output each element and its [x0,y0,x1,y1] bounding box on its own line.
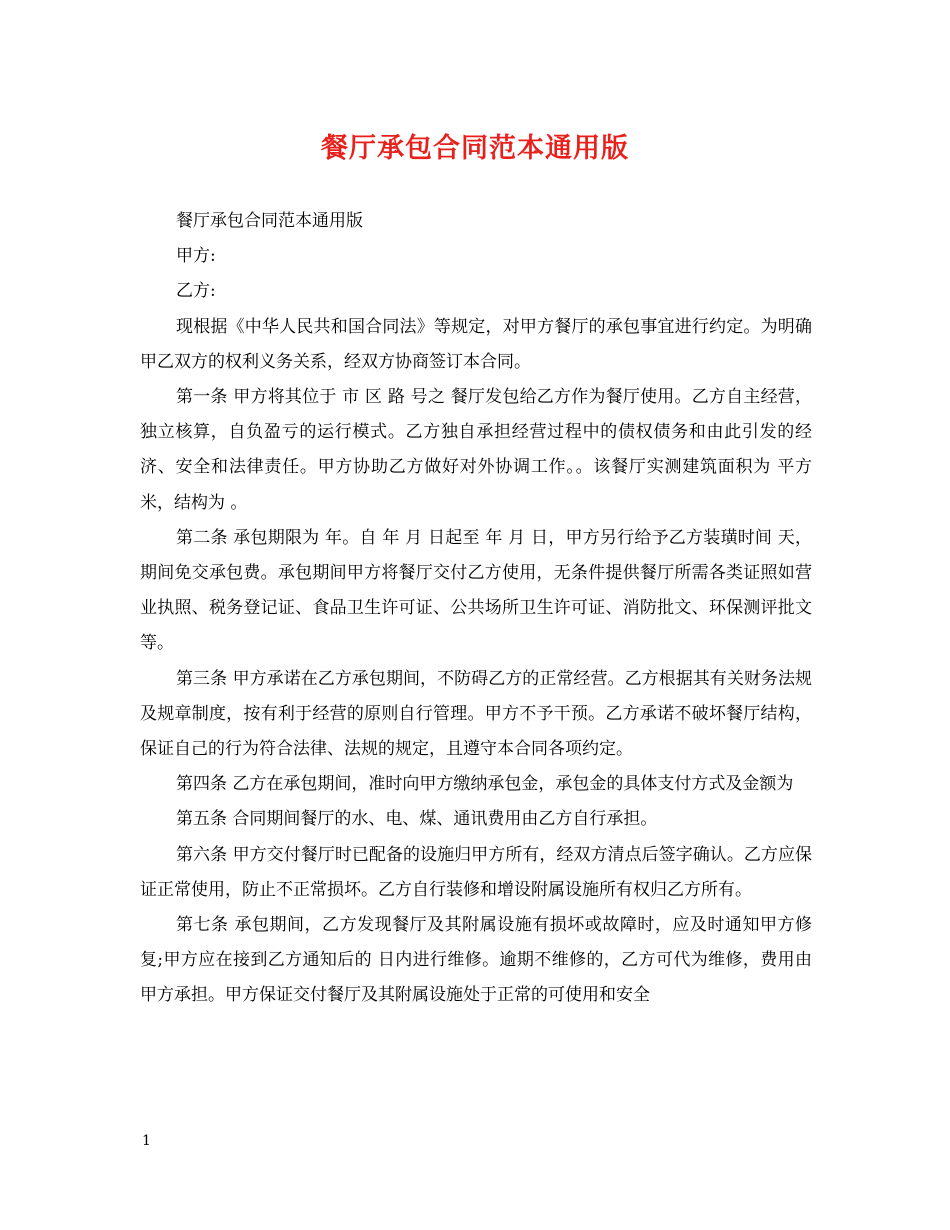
document-body [140,204,812,1014]
paragraph-article-1: 第一条 甲方将其位于 市 区 路 号之 餐厅发包给乙方作为餐厅使用。乙方自主经营，独立核算，自负盈亏的运行模式。乙方独自承担经营过程中的债权债务和由此引发的经济、安全和法律责任。甲方协助乙方做好对外协调工作。。该餐厅实测建筑面积为 平方米，结构为 。 [140,387,812,513]
page-number: 1 [142,1133,151,1149]
paragraph-article-4: 第四条 乙方在承包期间，准时向甲方缴纳承包金，承包金的具体支付方式及金额为 [176,774,794,795]
paragraph-article-6: 第六条 甲方交付餐厅时已配备的设施归甲方所有，经双方清点后签字确认。乙方应保证正常使用，防止不正常损坏。乙方自行装修和增设附属设施所有权归乙方所有。 [140,844,812,900]
paragraph-article-7: 第七条 承包期间，乙方发现餐厅及其附属设施有损坏或故障时，应及时通知甲方修复;甲方应在接到乙方通知后的 日内进行维修。逾期不维修的，乙方可代为维修，费用由甲方承担。甲方保证交付餐厅及其附属设施处于正常的可使用和安全 [140,915,812,1006]
paragraph-subtitle: 餐厅承包合同范本通用版 [176,211,363,231]
paragraph-preamble: 现根据《中华人民共和国合同法》等规定，对甲方餐厅的承包事宜进行约定。为明确甲乙双方的权利义务关系，经双方协商签订本合同。 [140,316,812,372]
paragraph-article-2: 第二条 承包期限为 年。自 年 月 日起至 年 月 日，甲方另行给予乙方装璜时间 天，期间免交承包费。承包期间甲方将餐厅交付乙方使用，无条件提供餐厅所需各类证照如营业执照、税务登记证、食品卫生许可证、公共场所卫生许可证、消防批文、环保测评批文等。 [140,527,812,654]
paragraph-article-5: 第五条 合同期间餐厅的水、电、煤、通讯费用由乙方自行承担。 [176,809,658,830]
paragraph-party-a: 甲方: [176,246,216,267]
paragraph-article-3: 第三条 甲方承诺在乙方承包期间，不防碍乙方的正常经营。乙方根据其有关财务法规及规章制度，按有利于经营的原则自行管理。甲方不予干预。乙方承诺不破坏餐厅结构，保证自己的行为符合法律、法规的规定，且遵守本合同各项约定。 [140,668,812,760]
document-title: 餐厅承包合同范本通用版 [321,133,629,164]
paragraph-party-b: 乙方: [176,281,216,302]
